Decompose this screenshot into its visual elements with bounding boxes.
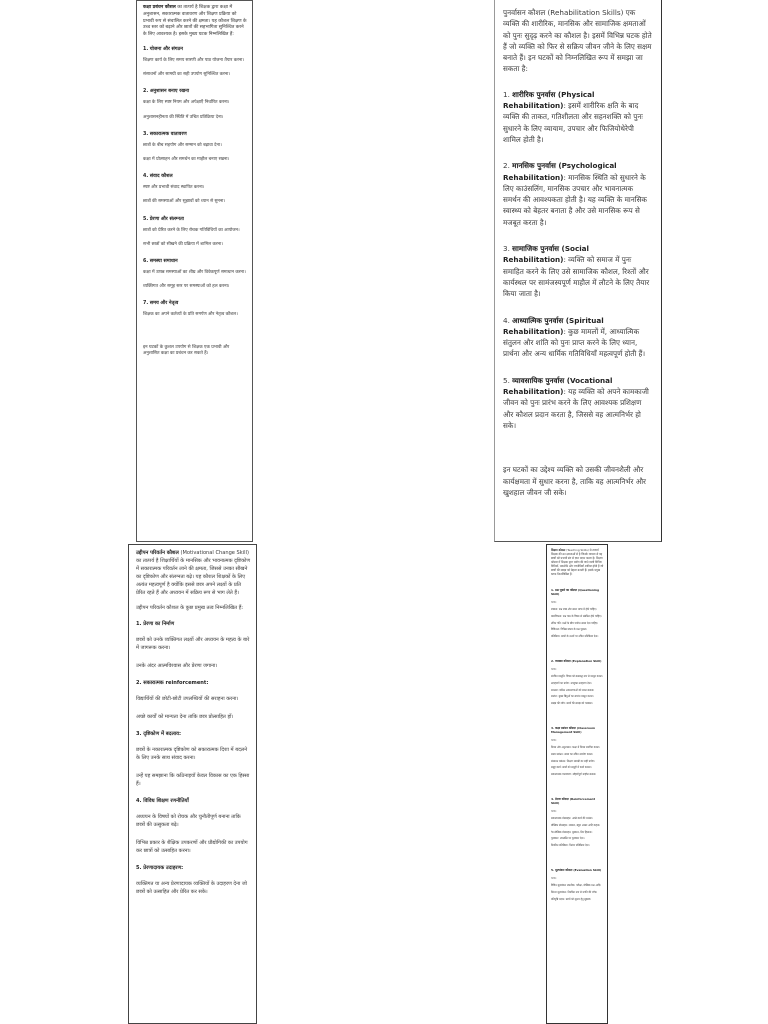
section-heading: 5. मूल्यांकन कौशल (Evaluation Skill)	[551, 867, 602, 872]
section-item: पुरस्कार: उपलब्धि पर पुरस्कार देना।	[551, 837, 585, 841]
section-heading: 4. प्रेरणा कौशल (Reinforcement Skill)	[551, 796, 595, 805]
section-line: विभिन्न प्रकार के शैक्षिक उपकरणों और प्रौद्योगिकी का उपयोग कर छात्रों को उत्साहित करना।	[136, 840, 248, 854]
section	[551, 868, 604, 901]
section	[143, 89, 247, 120]
section-heading: 1. प्रश्न पूछने का कौशल (Questioning Skill)	[551, 588, 600, 596]
section-line: अच्छे कार्यों को मान्यता देना ताकि छात्र प्रोत्साहित हों।	[136, 714, 234, 720]
section	[551, 797, 604, 848]
section-heading: 6. समस्या समाधान	[143, 259, 178, 265]
section	[136, 865, 251, 896]
section-note: घटक:	[551, 876, 557, 880]
section-line: व्यक्तिगत या अन्य प्रेरणादायक व्यक्तियों के उदाहरण देना जो छात्रों को उत्साहित और प्रेरित कर सके।	[136, 881, 247, 895]
section-item: प्रासंगिकता: प्रश्न पाठ के विषय से संबंधित होने चाहिए।	[551, 614, 602, 618]
section	[143, 47, 247, 78]
section-heading: 1. योजना और संगठन	[143, 46, 183, 52]
section-line: उन्हें यह समझाना कि कठिनाइयाँ केवल विकास का एक हिस्सा हैं।	[136, 773, 250, 787]
section-heading: 5. प्रेरणा और संलग्नता	[143, 216, 184, 222]
section-item: संरचित प्रस्तुति: विषय को क्रमबद्ध रूप से प्रस्तुत करना।	[551, 674, 603, 678]
section-item: गैर-मौखिक प्रोत्साहन: मुस्कान, सिर हिलाना।	[551, 830, 593, 834]
section-line: संसाधनों और सामग्री का सही उपयोग सुनिश्चित करना।	[143, 72, 230, 78]
section-list	[551, 588, 604, 901]
intro-text: का तात्पर्य है शिक्षक द्वारा कक्षा में अनुशासन, सकारात्मक वातावरण और शिक्षण प्रक्रिया को प्रभावी रूप से संचालित करने की क्षमता। यह कौशल शिक्षण के उच्च स्तर को बढ़ाने और छात्रों की सहभागिता सुनिश्चित करने के लिए आवश्यक है। इसके मुख्य घटक निम्नलिखित हैं:	[143, 5, 247, 38]
card-conclusion: इन घटकों के कुशल उपयोग से शिक्षक एक प्रभावी और अनुशासित कक्षा का प्रबंधन कर सकते हैं।	[143, 344, 230, 357]
section	[503, 160, 653, 228]
section-item: नियम और अनुशासन: कक्षा में नियम स्थापित करना।	[551, 745, 600, 749]
section-number: 2.	[503, 161, 513, 171]
section	[136, 680, 251, 721]
section-line: छात्रों को उनके व्यक्तिगत लक्ष्यों और अध्ययन के महत्व के बारे में जागरूक करना।	[136, 637, 250, 651]
section-heading: 7. समय और नेतृत्व	[143, 301, 179, 307]
section-note: घटक:	[551, 601, 557, 604]
section-heading: मानसिक पुनर्वास (Psychological Rehabilitation)	[503, 161, 617, 182]
section	[143, 174, 247, 205]
motivational-change-card	[128, 544, 257, 1024]
card-subintro: उद्दीपन परिवर्तन कौशल के कुछ प्रमुख तत्व निम्नलिखित हैं:	[136, 605, 244, 611]
section-item: समय प्रबंधन: समय का उचित उपयोग करना।	[551, 752, 593, 756]
intro-text: (Motivational Change Skill) का तात्पर्य है शिक्षार्थियों के मानसिक और भावनात्मक दृष्टिकोण में सकारात्मक परिवर्तन लाने की क्षमता, जिससे उनका सीखने का दृष्टिकोण और संलग्नता बढ़े। यह कौशल शिक्षकों के लिए अत्यंत महत्वपूर्ण है क्योंकि इससे छात्र अपने लक्ष्यों के प्रति प्रेरित रहते हैं और अध्ययन में सक्रिय रूप से भाग लेते हैं।	[136, 550, 251, 596]
section-list	[143, 47, 247, 319]
section	[143, 132, 247, 163]
section-line: छात्रों की समस्याओं और सुझावों को ध्यान से सुनना।	[143, 199, 226, 205]
classroom-management-card	[136, 0, 253, 542]
section-list	[136, 621, 251, 896]
section-line: उनके अंदर आत्मविश्वास और प्रेरणा जगाना।	[136, 663, 218, 669]
section-item: प्रतिक्रिया: छात्रों के उत्तरों पर उचित प्रतिक्रिया देना।	[551, 635, 599, 639]
section-line: कक्षा में प्रोत्साहन और समर्थन का माहौल बनाए रखना।	[143, 157, 230, 162]
section-body: : यह व्यक्ति को अपने कामकाजी जीवन को पुनः प्रारंभ करने के लिए आवश्यक प्रशिक्षण और कौशल प्रदान करता है, जिससे वह आत्मनिर्भर हो सके।	[503, 387, 649, 430]
section	[136, 798, 251, 855]
section-line: विद्यार्थियों की छोटी-छोटी उपलब्धियों की सराहना करना।	[136, 696, 239, 702]
section	[143, 301, 247, 318]
section-item: सरलता: कठिन अवधारणाओं को सरल बनाना।	[551, 688, 595, 692]
section-number: 5.	[503, 375, 513, 385]
section-body: : व्यक्ति को समाज में पुनः समाहित करने के लिए उसे सामाजिक कौशल, रिश्तों और कार्यस्थल पर सामंजस्यपूर्ण माहौल में लौटने के लिए तैयार किया जाता है।	[503, 255, 650, 299]
section	[551, 659, 604, 706]
section-heading: व्यावसायिक पुनर्वास (Vocational Rehabilitation)	[503, 375, 613, 397]
section-heading: 4. विविध शिक्षण रणनीतियाँ	[136, 798, 189, 804]
section-heading: 2. व्याख्या कौशल (Explanation Skill)	[551, 658, 602, 663]
section-line: कक्षा के लिए स्पष्ट नियम और अपेक्षाएँ निर्धारित करना।	[143, 100, 230, 106]
section-item: स्पष्टता: प्रश्न स्पष्ट और सरल भाषा में होने चाहिए।	[551, 608, 597, 611]
section-heading: 4. संवाद कौशल	[143, 174, 173, 180]
section-body: : कुछ मामलों में, आध्यात्मिक संतुलन और शांति को पुनः प्राप्त करने के लिए ध्यान, प्रार्थना और अन्य धार्मिक गतिविधियाँ महत्वपूर्ण होती हैं।	[503, 326, 646, 359]
section	[551, 726, 604, 777]
card-intro: पुनर्वासन कौशल (Rehabilitation Skills) एक व्यक्ति की शारीरिक, मानसिक और सामाजिक क्षमताओं को पुनः सुदृढ़ करने का कौशल है। इसमें विभिन्न घटक होते हैं जो व्यक्ति को फिर से सक्रिय जीवन जीने के लिए सक्षम बनाते हैं। इन घटकों को निम्नलिखित रूप में समझा जा सकता है:	[503, 8, 652, 74]
card-intro	[143, 5, 247, 39]
section-body: : मानसिक स्थिति को सुधारने के लिए काउंसलिंग, मानसिक उपचार और भावनात्मक समर्थन की आवश्यकता होती है। यह व्यक्ति के मानसिक स्वास्थ्य को बेहतर बनाता है और उसे मानसिक रूप से मजबूत करता है।	[503, 172, 647, 227]
section-list	[503, 89, 653, 431]
section	[143, 259, 247, 290]
section-line: स्पष्ट और प्रभावी संवाद स्थापित करना।	[143, 185, 205, 191]
rehabilitation-skills-card	[494, 0, 662, 542]
card-intro	[551, 548, 604, 576]
section-line: छात्रों को प्रेरित करने के लिए रोचक गतिविधियों का आयोजन।	[143, 227, 240, 233]
intro-term: कक्षा प्रबंधन कौशल	[143, 5, 176, 10]
section-heading: 3. सकारात्मक वातावरण	[143, 131, 187, 137]
section-item: विविध मूल्यांकन तकनीक: परीक्षा, मौखिक प्रश्न आदि।	[551, 883, 602, 887]
section-item: मौखिक प्रोत्साहन: शाबाश, बहुत अच्छा आदि कहना।	[551, 823, 601, 827]
card-intro	[136, 549, 251, 597]
section-heading: 1. प्रेरणा का निर्माण	[136, 621, 175, 627]
section-note: घटक:	[551, 738, 557, 742]
section-note: घटक:	[551, 809, 557, 813]
section-line: अनुशासनहीनता की स्थिति में उचित प्रतिक्रिया देना।	[143, 114, 224, 120]
section-item: समझ की जाँच: छात्रों की समझ को परखना।	[551, 702, 593, 706]
section	[143, 217, 247, 248]
section-line: शिक्षण कार्य के लिए समय सारणी और पाठ योजना तैयार करना।	[143, 57, 245, 63]
section-item: नियमित प्रतिक्रिया: निरंतर प्रतिक्रिया देना।	[551, 844, 590, 848]
teaching-skills-card	[546, 544, 608, 1024]
section	[503, 315, 653, 360]
section-heading: शारीरिक पुनर्वास (Physical Rehabilitation)	[503, 89, 595, 111]
section-line: छात्रों के नकारात्मक दृष्टिकोण को सकारात्मक दिशा में बदलने के लिए उनके साथ संवाद करना।	[136, 747, 248, 761]
section-number: 3.	[503, 244, 513, 254]
section-heading: 3. कक्षा प्रबंधन कौशल (Classroom Management Skill)	[551, 725, 595, 734]
section-item: उदाहरणों का प्रयोग: उपयुक्त उदाहरण देना।	[551, 681, 592, 685]
section-number: 1.	[503, 89, 513, 99]
intro-term: उद्दीपन परिवर्तन कौशल	[136, 550, 179, 556]
section-line: शिक्षक का अपने कर्तव्यों के प्रति समर्पण और नेतृत्व कौशल।	[143, 312, 238, 318]
section-number: 4.	[503, 315, 513, 325]
section-item: सारांश: मुख्य बिंदुओं का सारांश प्रस्तुत करना।	[551, 695, 594, 699]
card-conclusion: इन घटकों का उद्देश्य व्यक्ति को उसकी जीवनशैली और कार्यक्षमता में सुधार करना है, ताकि वह आत्मनिर्भर और खुशहाल जीवन जी सके।	[503, 465, 646, 497]
section-item: सकारात्मक वातावरण: सौहार्दपूर्ण माहौल बनाना।	[551, 773, 597, 777]
section-heading: आध्यात्मिक पुनर्वास (Spiritual Rehabilitation)	[503, 315, 604, 336]
section-item: समूह कार्य: छात्रों को समूहों में कार्य कराना।	[551, 766, 592, 770]
section	[136, 731, 251, 788]
section-item: संसाधन प्रबंधन: शिक्षण सामग्री का सही प्रयोग।	[551, 759, 595, 763]
section-heading: 2. सकारात्मक reinforcement:	[136, 680, 209, 686]
section-heading: सामाजिक पुनर्वास (Social Rehabilitation)	[503, 244, 589, 265]
section-item: सकारात्मक प्रोत्साहन: अच्छे कार्य की प्रशंसा।	[551, 816, 593, 820]
section-item: उचित गति: प्रश्नों के बीच पर्याप्त समय देना चाहिए।	[551, 621, 599, 625]
section-line: सभी छात्रों को सीखने की प्रक्रिया में शामिल करना।	[143, 241, 223, 247]
section	[503, 375, 653, 431]
section-item: निरंतर मूल्यांकन: नियमित रूप से प्रगति की जाँच।	[551, 890, 598, 894]
intro-term: शिक्षण कौशल	[551, 548, 566, 552]
section-item: विविधता: विभिन्न प्रकार के प्रश्न पूछना।	[551, 628, 587, 632]
intro-text: (Teaching Skills) से तात्पर्य शिक्षक की उन क्षमताओं से है जिनके माध्यम से वह छात्रों को प्रभावी ढंग से ज्ञान प्रदान करता है। शिक्षण कौशल में शिक्षक द्वारा प्रयोग की जाने वाली विभिन्न विधियाँ, तकनीकें और रणनीतियाँ शामिल होती हैं जो छात्रों की समझ को बेहतर बनाती हैं। इसके प्रमुख घटक निम्नलिखित हैं:	[551, 548, 604, 576]
section-note: घटक:	[551, 667, 557, 671]
section	[136, 621, 251, 670]
section-body: : इसमें शारीरिक क्षति के बाद व्यक्ति की ताकत, गतिशीलता और सहनशक्ति को पुनः सुधारने के लिए व्यायाम, उपचार और फिजियोथेरेपी शामिल होती है।	[503, 101, 643, 144]
section-heading: 5. प्रेरणादायक उदाहरण:	[136, 865, 184, 871]
section-heading: 3. दृष्टिकोण में बदलाव:	[136, 731, 182, 737]
section-line: छात्रों के बीच सहयोग और सम्मान को बढ़ावा देना।	[143, 142, 222, 148]
section	[503, 89, 653, 145]
section	[551, 588, 604, 639]
section-line: व्यक्तिगत और समूह स्तर पर समस्याओं को हल करना।	[143, 284, 230, 290]
section-line: कक्षा में उत्पन्न समस्याओं का शीघ्र और विवेकपूर्ण समाधान करना।	[143, 270, 246, 276]
section-heading: 2. अनुशासन बनाए रखना	[143, 89, 189, 95]
section-line: अध्ययन के विषयों को रोचक और चुनौतीपूर्ण बनाना ताकि छात्रों की उत्सुकता बढ़े।	[136, 814, 241, 828]
section	[503, 243, 653, 299]
section-item: प्रतिपुष्टि प्रदान: छात्रों को सुधार हेतु सुझाव।	[551, 897, 592, 901]
